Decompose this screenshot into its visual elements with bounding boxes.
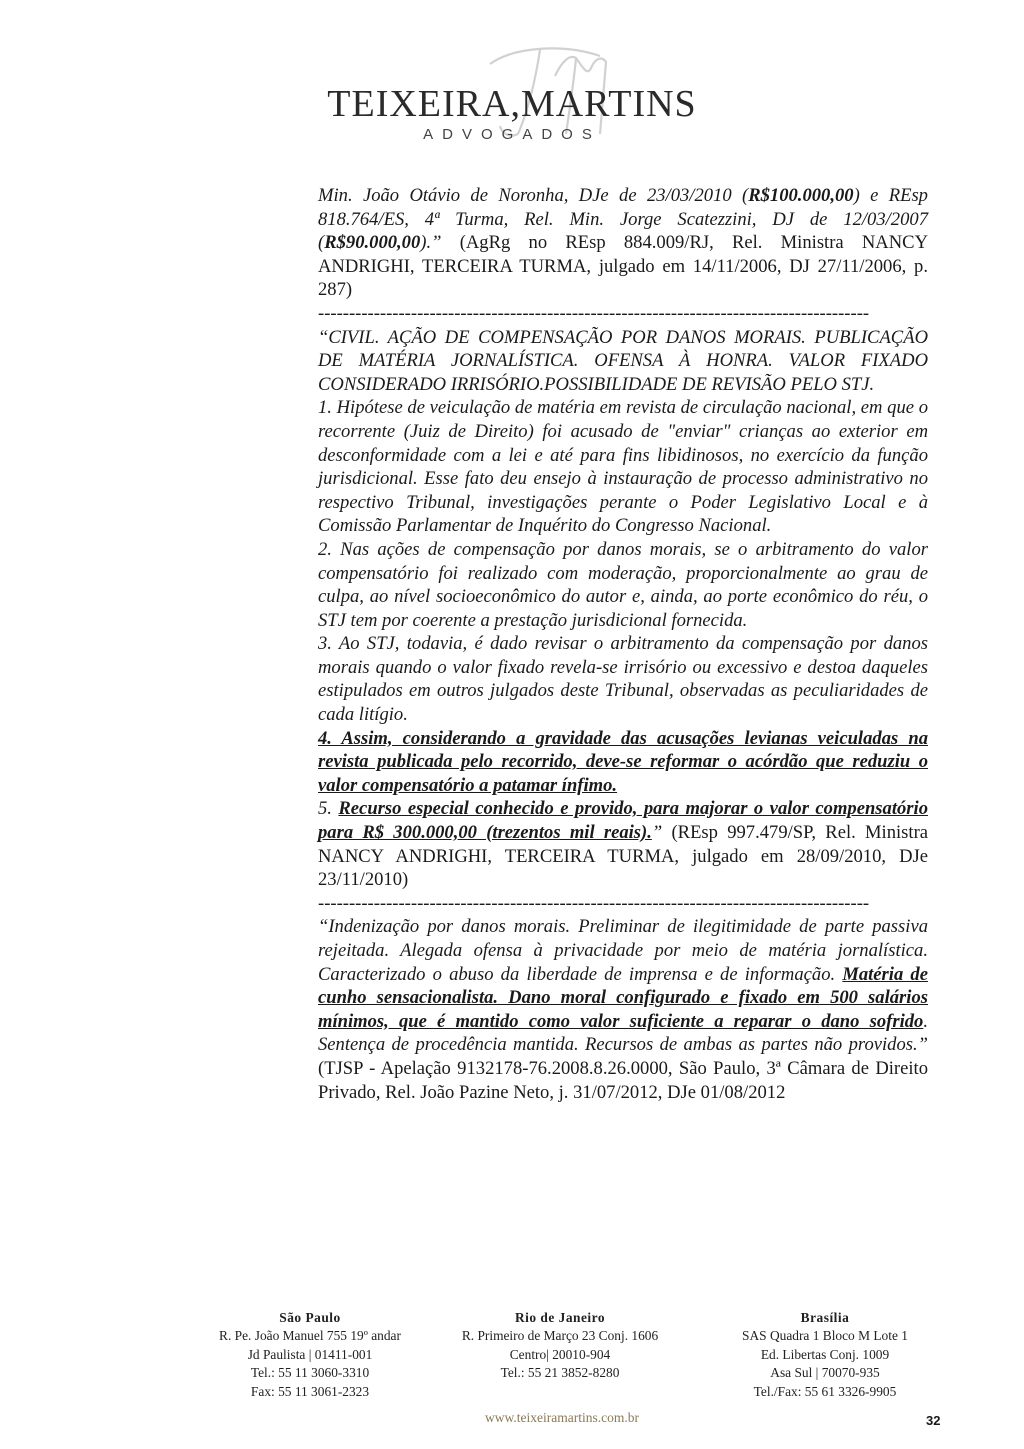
separator-line: ----------------------------------------------------------------------------------------- — [318, 302, 870, 324]
citation-reference: (AgRg no REsp 884.009/RJ, Rel. Ministra NANCY ANDRIGHI, TERCEIRA TURMA, julgado em 14/11/2006, DJ 27/11/2006, p. 287) — [318, 232, 928, 301]
citation-reference: (REsp 997.479/SP, Rel. Ministra NANCY ANDRIGHI, TERCEIRA TURMA, julgado em 28/09/2010, DJe 23/11/2010) — [318, 822, 929, 891]
text-span: ) e REsp 818.764/ES, 4ª Turma, Rel. Min. Jorge Scatezzini, DJ de 12/03/2007 ( — [318, 185, 928, 254]
ementa-item-4: 4. Assim, considerando a gravidade das acusações levianas veiculadas na revista publicada pelo recorrido, deve-se reformar o acórdão que reduziu o valor compensatório a patamar ínfimo. — [318, 727, 928, 796]
office-phone: Tel.: 55 21 3852-8280 — [500, 1365, 620, 1381]
office-building: Ed. Libertas Conj. 1009 — [760, 1346, 890, 1362]
firm-subtitle: ADVOGADOS — [423, 126, 601, 143]
office-district: Asa Sul | 70070-935 — [770, 1365, 880, 1381]
office-city: São Paulo — [279, 1310, 341, 1325]
firm-name: TEIXEIRA,MARTINS — [327, 83, 697, 125]
office-sao-paulo — [190, 1309, 430, 1401]
quote-close: ” — [651, 822, 663, 844]
text-span: “Indenização por danos morais. Preliminar de ilegitimidade de parte passiva rejeitada. Alegada ofensa à privacidade por meio de matéria jornalística. Caracterizado o abuso da liberdade de imprensa e de informação. — [318, 916, 928, 985]
office-phone: Tel.: 55 11 3060-3310 — [250, 1365, 370, 1381]
text-span: ).” — [420, 232, 442, 254]
citation-paragraph-1 — [318, 184, 928, 302]
separator-line: ----------------------------------------------------------------------------------------- — [318, 892, 870, 914]
document-body — [318, 184, 928, 1104]
ementa-item-1: 1. Hipótese de veiculação de matéria em revista de circulação nacional, em que o recorrente (Juiz de Direito) foi acusado de "enviar" crianças ao exterior em desconformidade com a lei e até para fins libidinosos, no exercício da função jurisdicional. Esse fato deu ensejo à instauração de processo administrativo no respectivo Tribunal, investigações perante o Poder Legislativo Local e à Comissão Parlamentar de Inquérito do Congresso Nacional. — [318, 397, 928, 537]
text-span: Min. João Otávio de Noronha, DJe de 23/03/2010 ( — [318, 185, 749, 206]
office-district: Jd Paulista | 01411-001 — [247, 1346, 373, 1362]
page-number: 32 — [926, 1413, 941, 1428]
website-link[interactable]: www.teixeiramartins.com.br — [485, 1410, 639, 1425]
amount-bold: R$100.000,00 — [748, 185, 854, 206]
amount-bold: R$90.000,00 — [324, 232, 421, 254]
office-phone-fax: Tel./Fax: 55 61 3326-9905 — [753, 1383, 897, 1399]
citation-paragraph-3 — [318, 915, 928, 1104]
firm-logo — [0, 28, 1024, 153]
ementa-title: “CIVIL. AÇÃO DE COMPENSAÇÃO POR DANOS MORAIS. PUBLICAÇÃO DE MATÉRIA JORNALÍSTICA. OFENSA À HONRA. VALOR FIXADO CONSIDERADO IRRISÓRIO.POSSIBILIDADE DE REVISÃO PELO STJ. — [318, 326, 928, 395]
office-brasilia — [710, 1309, 940, 1401]
office-address: R. Primeiro de Março 23 Conj. 1606 — [461, 1328, 659, 1344]
office-address: R. Pe. João Manuel 755 19º andar — [219, 1328, 401, 1344]
office-fax: Fax: 55 11 3061-2323 — [250, 1383, 370, 1399]
highlighted-text: Recurso especial conhecido e provido, para majorar o valor compensatório para R$ 300.000,00 (trezentos mil reais). — [318, 798, 928, 844]
ementa-item-5 — [318, 797, 928, 891]
office-city: Rio de Janeiro — [514, 1310, 606, 1325]
ementa-item-3: 3. Ao STJ, todavia, é dado revisar o arbitramento da compensação por danos morais quando o valor fixado revela-se irrisório ou excessivo e destoa daqueles estipulados em outros julgados deste Tribunal, observadas as peculiaridades de cada litígio. — [318, 633, 928, 726]
ementa-item-2: 2. Nas ações de compensação por danos morais, se o arbitramento do valor compensatório foi realizado com moderação, proporcionalmente ao grau de culpa, ao nível socioeconômico do autor e, ainda, ao porte econômico do réu, o STJ tem por coerente a prestação jurisdicional fornecida. — [318, 538, 928, 631]
office-district: Centro| 20010-904 — [509, 1346, 611, 1362]
citation-reference: (TJSP - Apelação 9132178-76.2008.8.26.0000, São Paulo, 3ª Câmara de Direito Privado, Rel. João Pazine Neto, j. 31/07/2012, DJe 01/08/2012 — [318, 1057, 928, 1103]
text-span: . Sentença de procedência mantida. Recursos de ambas as partes não providos.” — [318, 1010, 928, 1056]
office-city: Brasília — [800, 1310, 850, 1325]
highlighted-text: Matéria de cunho sensacionalista. Dano moral configurado e fixado em 500 salários mínimos, que é mantido como valor suficiente a reparar o dano sofrido — [318, 963, 928, 1032]
office-rio-de-janeiro — [440, 1309, 680, 1383]
office-address: SAS Quadra 1 Bloco M Lote 1 — [742, 1328, 908, 1344]
item-number: 5. — [318, 798, 339, 820]
